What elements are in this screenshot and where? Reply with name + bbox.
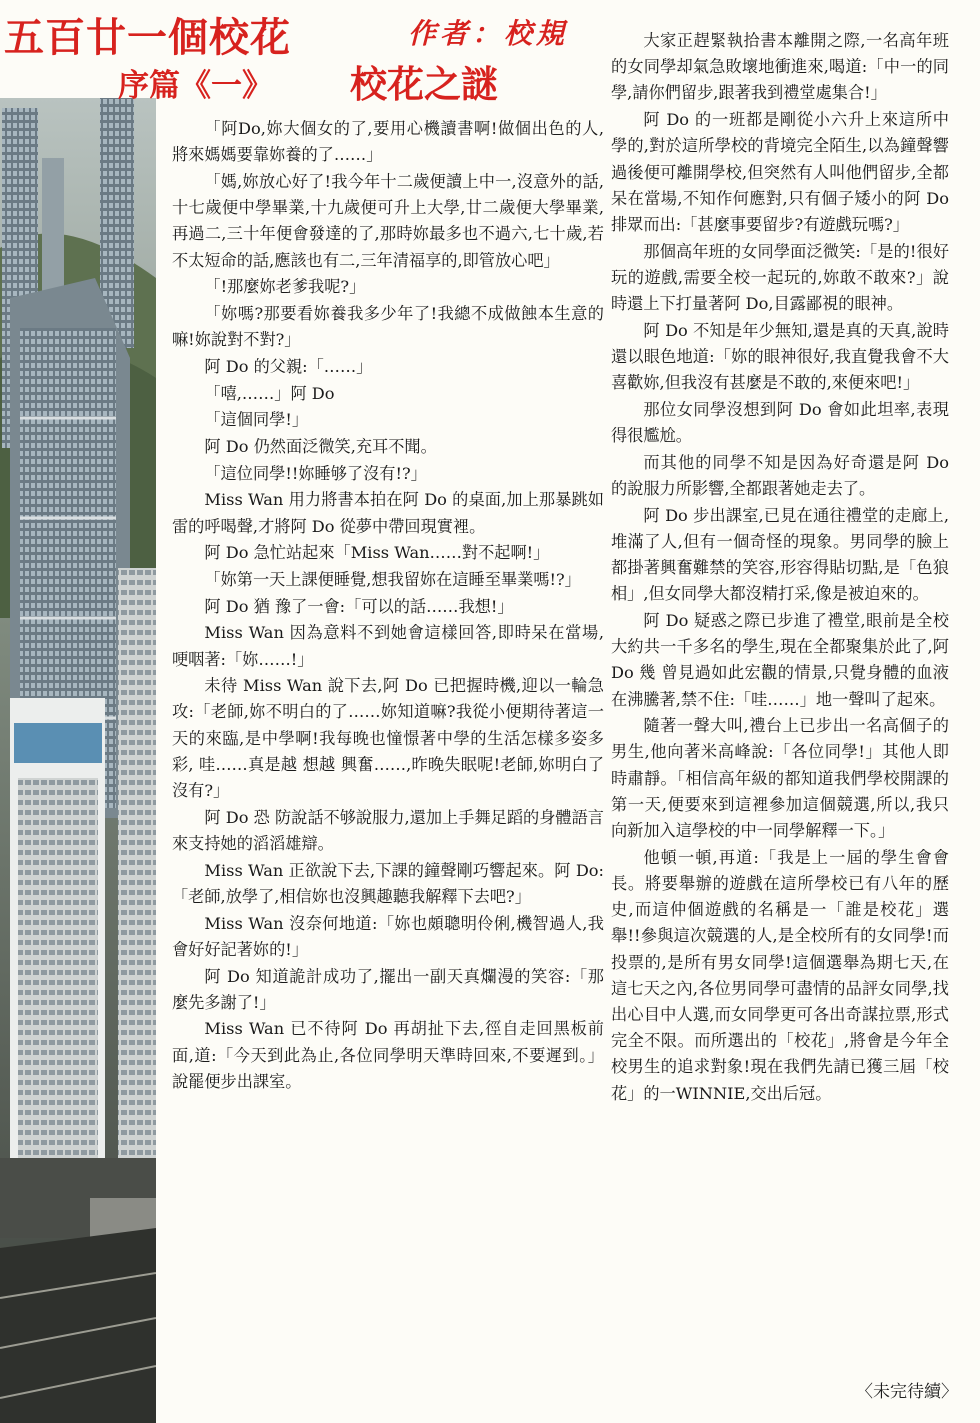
author-credit: 作者：校規 (408, 17, 569, 50)
story-subtitle: 校花之謎 (350, 63, 498, 106)
paragraph: 「妳第一天上課便睡覺,想我留妳在這睡至畢業嗎!?」 (204, 569, 581, 589)
paragraph: 而其他的同學不知是因為好奇還是阿 Do 的說服力所影響,全都跟著她走去了。 (611, 452, 949, 498)
paragraph: 未待 Miss Wan 說下去,阿 Do 已把握時機,迎以一輪急攻:「老師,妳不明白的了……妳知道嘛?我從小便期待著這一天的來臨,是中學啊!我每晚也憧憬著中學的生活怎樣多姿多彩, 哇……真是越 想越 興奮……,昨晚失眠呢!老師,妳明白了沒有?」 (172, 676, 604, 801)
paragraph: 「阿Do,妳大個女的了,要用心機讀書啊!做個出色的人,將來媽媽要靠妳養的了……」 (172, 119, 604, 165)
paragraph: 阿 Do 的一班都是剛從小六升上來這所中學的,對於這所學校的背境完全陌生,以為鐘聲響過後便可離開學校,但突然有人叫他們留步,全都呆在當場,不知作何應對,只有個子矮小的阿 Do 排眾而出:「甚麼事要留步?有遊戲玩嗎?」 (611, 110, 949, 234)
city-skyline-photo (0, 98, 156, 1423)
paragraph: 他頓一頓,再道:「我是上一屆的學生會會長。將要舉辦的遊戲在這所學校已有八年的歷史,而這仲個遊戲的名稱是一「誰是校花」選舉!!參與這次競選的人,是全校所有的女同學!而投票的,是所有男女同學!這個選舉為期七天,在這七天之內,各位男同學可盡情的品評女同學,找出心目中人選,而女同學更可各出奇謀拉票,形式完全不限。而所選出的「校花」,將會是今年全校男生的追求對象!現在我們先請已獲三屆「校花」的一WINNIE,交出后冠。 (611, 847, 949, 1103)
paragraph: 隨著一聲大叫,禮台上已步出一名高個子的男生,他向著米高峰說:「各位同學!」其他人即時肅靜。「相信高年級的都知道我們學校開課的第一天,便要來到這裡參加這個競選,所以,我只向新加入這學校的中一同學解釋一下。」 (611, 716, 949, 841)
right-text-column (611, 28, 949, 1107)
paragraph: 那位女同學沒想到阿 Do 會如此坦率,表現得很尷尬。 (611, 399, 949, 446)
chapter-label: 序篇《一》 (118, 68, 273, 104)
paragraph: 「這位同學!!妳睡够了沒有!?」 (204, 463, 427, 483)
paragraph: 「!那麼妳老爹我呢?」 (204, 277, 366, 297)
paragraph: 阿 Do 的父親:「……」 (204, 356, 373, 376)
left-text-column (172, 116, 604, 1096)
paragraph: Miss Wan 正欲說下去,下課的鐘聲剛巧響起來。阿 Do:「老師,放學了,相信妳也沒興趣聽我解釋下去吧?」 (172, 860, 604, 906)
paragraph: 阿 Do 疑惑之際已步進了禮堂,眼前是全校大約共一千多名的學生,現在全都聚集於此了,阿 Do 幾 曾見過如此宏觀的情景,只覺身體的血液在沸騰著,禁不住:「哇……」地一聲叫了起來。 (611, 610, 949, 709)
paragraph: 「媽,妳放心好了!我今年十二歲便讀上中一,沒意外的話,十七歲便中學畢業,十九歲便可升上大學,廿二歲便大學畢業,再過二,三十年便會發達的了,那時妳最多也不過六,七十歲,若不太短命的話,應該也有二,三年清福享的,即管放心吧」 (172, 171, 604, 270)
paragraph: 那個高年班的女同學面泛微笑:「是的!很好玩的遊戲,需要全校一起玩的,妳敢不敢來?」說時還上下打量著阿 Do,目露鄙視的眼神。 (611, 241, 949, 314)
to-be-continued-note: 〈未完待續〉 (856, 1382, 958, 1402)
paragraph: 「妳嗎?那要看妳養我多少年了!我總不成做蝕本生意的嘛!妳說對不對?」 (172, 303, 604, 350)
paragraph: 阿 Do 不知是年少無知,還是真的天真,說時還以眼色地道:「妳的眼神很好,我直覺我會不大喜歡妳,但我沒有甚麼是不敢的,來便來吧!」 (611, 320, 949, 393)
paragraph: 阿 Do 猶 豫了一會:「可以的話……我想!」 (204, 596, 514, 616)
paragraph: 「這個同學!」 (204, 410, 309, 430)
magazine-title: 五百廿一個校花 (4, 15, 291, 61)
paragraph: 阿 Do 步出課室,已見在通往禮堂的走廊上,堆滿了人,但有一個奇怪的現象。男同學的臉上都掛著興奮難禁的笑容,形容得貼切點,是「色狼相」,但女同學大都沒精打采,像是被迫來的。 (611, 505, 949, 604)
paragraph: Miss Wan 因為意料不到她會這樣回答,即時呆在當場,哽咽著:「妳……!」 (172, 623, 604, 669)
paragraph: 阿 Do 恐 防說話不够說服力,還加上手舞足蹈的身體語言來支持她的滔滔雄辯。 (172, 807, 604, 853)
paragraph: Miss Wan 已不待阿 Do 再胡扯下去,徑自走回黑板前面,道:「今天到此為止,各位同學明天準時回來,不要遲到。」說罷便步出課室。 (172, 1019, 604, 1091)
paragraph: 大家正趕緊執拾書本離開之際,一名高年班的女同學却氣急敗壞地衝進來,喝道:「中一的同學,請你們留步,跟著我到禮堂處集合!」 (611, 31, 949, 103)
paragraph: 「嘻,……」阿 Do (204, 383, 335, 403)
paragraph: 阿 Do 知道詭計成功了,擺出一副天真爛漫的笑容:「那麼先多謝了!」 (172, 966, 604, 1012)
paragraph: 阿 Do 仍然面泛微笑,充耳不聞。 (204, 436, 437, 456)
paragraph: 阿 Do 急忙站起來「Miss Wan……對不起啊!」 (204, 543, 550, 563)
paragraph: Miss Wan 沒奈何地道:「妳也頗聰明伶俐,機智過人,我會好好記著妳的!」 (172, 913, 604, 959)
paragraph: Miss Wan 用力將書本拍在阿 Do 的桌面,加上那暴跳如雷的呼喝聲,才將阿 Do 從夢中帶回現實裡。 (172, 490, 604, 536)
